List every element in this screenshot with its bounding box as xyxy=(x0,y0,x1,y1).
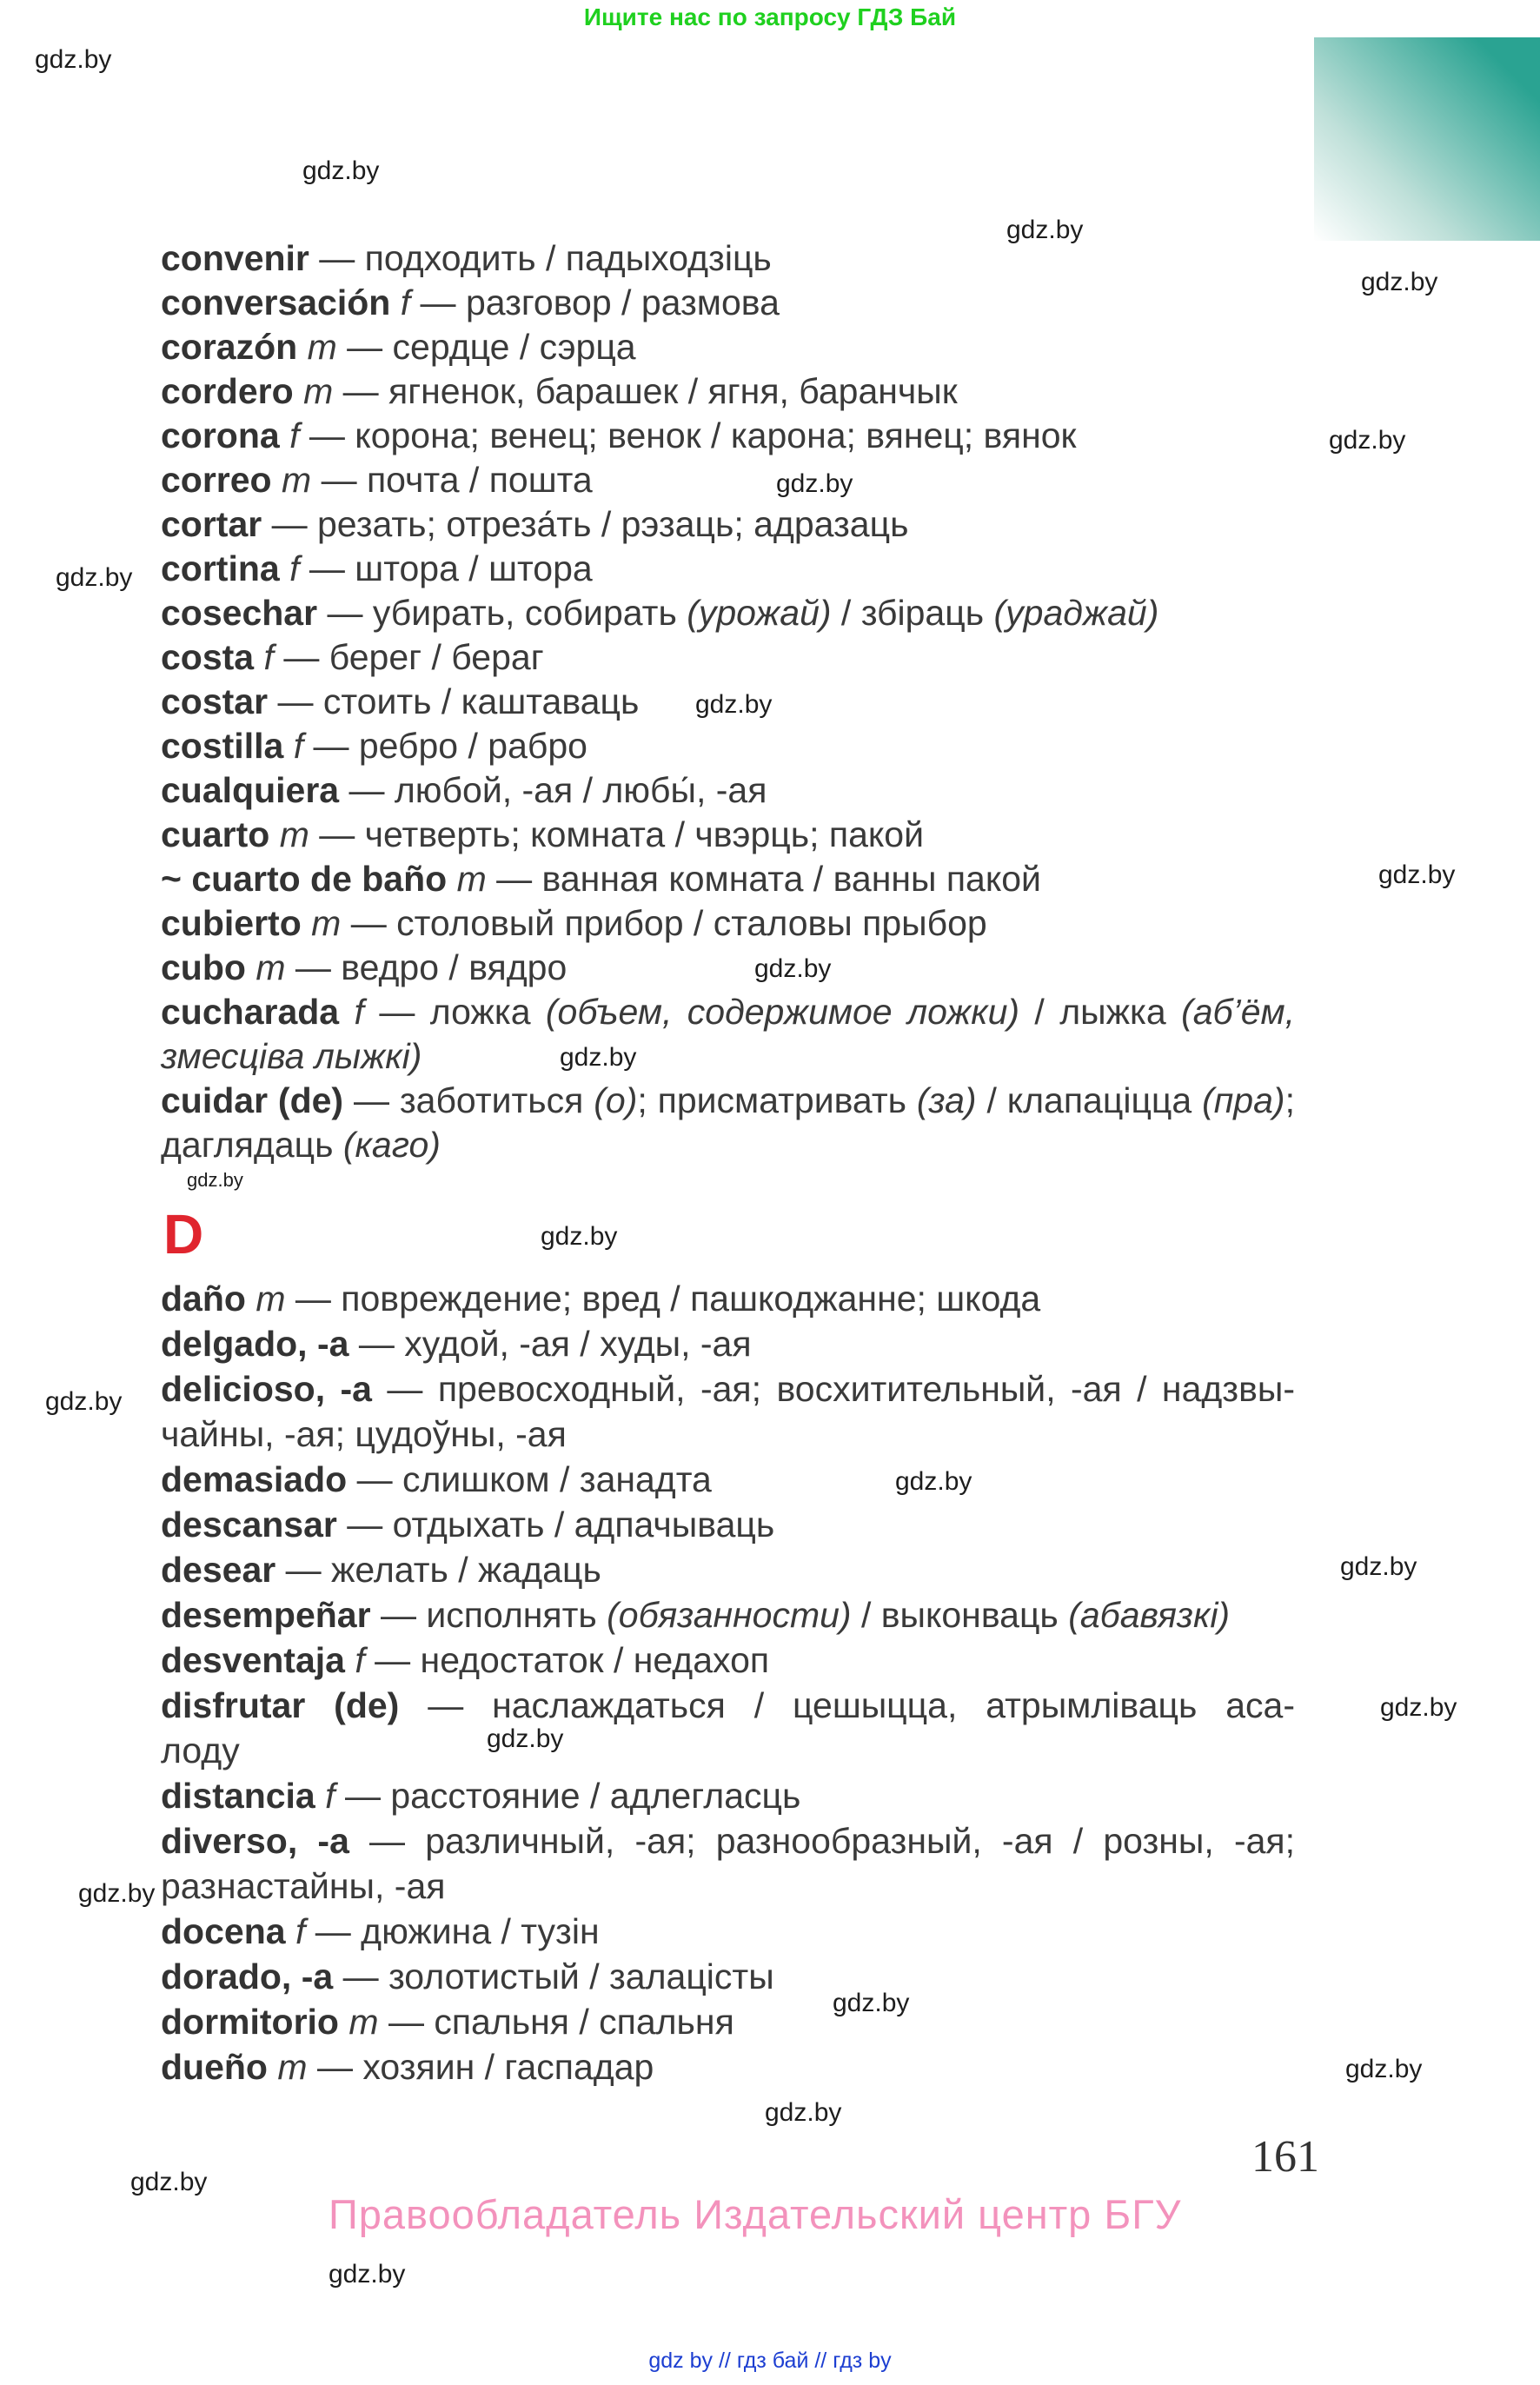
dict-line: distancia f — расстояние / адлегласць xyxy=(161,1776,801,1816)
watermark-gdz: gdz.by xyxy=(487,1724,564,1753)
dict-line: dueño m — хозяин / гаспадар xyxy=(161,2047,654,2087)
dict-line: costilla f — ребро / рабро xyxy=(161,726,587,766)
dict-line: лоду xyxy=(161,1731,240,1770)
watermark-gdz: gdz.by xyxy=(776,469,853,498)
dict-line: cordero m — ягненок, барашек / ягня, баранчык xyxy=(161,371,958,411)
dict-line: cubierto m — столовый прибор / сталовы прыбор xyxy=(161,903,987,943)
dict-line: delicioso, -a — превосходный, -ая; восхитительный, -ая / надзвы- xyxy=(161,1369,1295,1409)
dictionary-section-c xyxy=(161,236,1295,1167)
dict-line: demasiado — слишком / занадта xyxy=(161,1459,712,1499)
watermark-gdz: gdz.by xyxy=(1345,2055,1423,2083)
watermark-gdz: gdz.by xyxy=(1340,1552,1417,1581)
green-gradient-square xyxy=(1314,37,1540,241)
watermark-gdz: gdz.by xyxy=(754,954,832,983)
footer-links: gdz by // гдз бай // гдз by xyxy=(648,2348,892,2373)
watermark-gdz: gdz.by xyxy=(45,1387,123,1416)
section-letter-d: D xyxy=(163,1203,204,1266)
dict-line: cosechar — убирать, собирать (урожай) / збіраць (ураджай) xyxy=(161,593,1159,633)
watermark-gdz: gdz.by xyxy=(765,2098,842,2127)
watermark-gdz: gdz.by xyxy=(78,1879,156,1908)
dict-line: cuidar (de) — заботиться (о); присматривать (за) / клапаціцца (пра); xyxy=(161,1080,1295,1120)
promo-banner: Ищите нас по запросу ГДЗ Бай xyxy=(583,3,957,30)
dict-line: cortar — резать; отреза́ть / рэзаць; адразаць xyxy=(161,504,909,544)
watermark-gdz: gdz.by xyxy=(541,1222,618,1251)
dict-line: docena f — дюжина / тузін xyxy=(161,1911,600,1951)
dict-line: cualquiera — любой, -ая / любы́, -ая xyxy=(161,770,767,810)
watermark-gdz: gdz.by xyxy=(187,1169,243,1191)
watermark-gdz: gdz.by xyxy=(560,1043,637,1072)
dict-line: daño m — повреждение; вред / пашкоджанне; шкода xyxy=(161,1279,1041,1319)
dict-line: corona f — корона; венец; венок / карона; вянец; вянок xyxy=(161,415,1077,455)
dict-line: чайны, -ая; цудоўны, -ая xyxy=(161,1414,567,1454)
watermark-gdz: gdz.by xyxy=(1380,1693,1457,1722)
watermark-gdz: gdz.by xyxy=(895,1467,972,1496)
dict-line: cucharada f — ложка (объем, содержимое ложки) / лыжка (аб’ём, xyxy=(161,992,1295,1032)
dict-line: costa f — берег / бераг xyxy=(161,637,544,677)
dict-line: descansar — отдыхать / адпачываць xyxy=(161,1505,775,1545)
dict-line: cubo m — ведро / вядро xyxy=(161,947,568,987)
watermark-gdz: gdz.by xyxy=(130,2168,208,2196)
dict-line: correo m — почта / пошта xyxy=(161,460,593,500)
watermark-gdz: gdz.by xyxy=(1361,268,1438,296)
dict-line: desempeñar — исполнять (обязанности) / выконваць (абавязкі) xyxy=(161,1595,1231,1635)
dict-line: dormitorio m — спальня / спальня xyxy=(161,2002,734,2042)
dict-line: diverso, -a — различный, -ая; разнообразный, -ая / розны, -ая; xyxy=(161,1821,1295,1861)
watermark-gdz: gdz.by xyxy=(302,156,380,185)
dict-line: delgado, -a — худой, -ая / худы, -ая xyxy=(161,1324,752,1364)
watermark-gdz: gdz.by xyxy=(1329,426,1406,455)
page-number: 161 xyxy=(1251,2132,1319,2182)
dict-line: cortina f — штора / штора xyxy=(161,548,593,588)
dict-line: dorado, -a — золотистый / залацісты xyxy=(161,1956,774,1996)
watermark-gdz: gdz.by xyxy=(1378,860,1456,889)
dict-line: convenir — подходить / падыходзіць xyxy=(161,238,772,278)
dict-line: ~ cuarto de baño m — ванная комната / ванны пакой xyxy=(161,859,1041,899)
copyright-line: Правообладатель Издательский центр БГУ xyxy=(329,2191,1182,2237)
dict-line: змесціва лыжкі) xyxy=(161,1036,422,1076)
dict-line: conversación f — разговор / размова xyxy=(161,282,780,322)
watermark-gdz: gdz.by xyxy=(35,45,112,74)
watermark-gdz: gdz.by xyxy=(1006,216,1084,244)
dict-line: disfrutar (de) — наслаждаться / цешыцца, атрымліваць аса- xyxy=(161,1685,1295,1725)
watermark-gdz: gdz.by xyxy=(56,563,133,592)
dict-line: desear — желать / жадаць xyxy=(161,1550,601,1590)
watermark-gdz: gdz.by xyxy=(695,690,773,719)
dict-line: desventaja f — недостаток / недахоп xyxy=(161,1640,770,1680)
dict-line: corazón m — сердце / сэрца xyxy=(161,327,636,367)
dictionary-section-d xyxy=(161,1276,1295,2089)
dict-line: даглядаць (каго) xyxy=(161,1125,441,1165)
dict-line: разнастайны, -ая xyxy=(161,1866,446,1906)
dict-line: cuarto m — четверть; комната / чвэрць; пакой xyxy=(161,814,925,854)
dict-line: costar — стоить / каштаваць xyxy=(161,681,640,721)
watermark-gdz: gdz.by xyxy=(833,1989,910,2017)
watermark-gdz: gdz.by xyxy=(329,2260,406,2289)
